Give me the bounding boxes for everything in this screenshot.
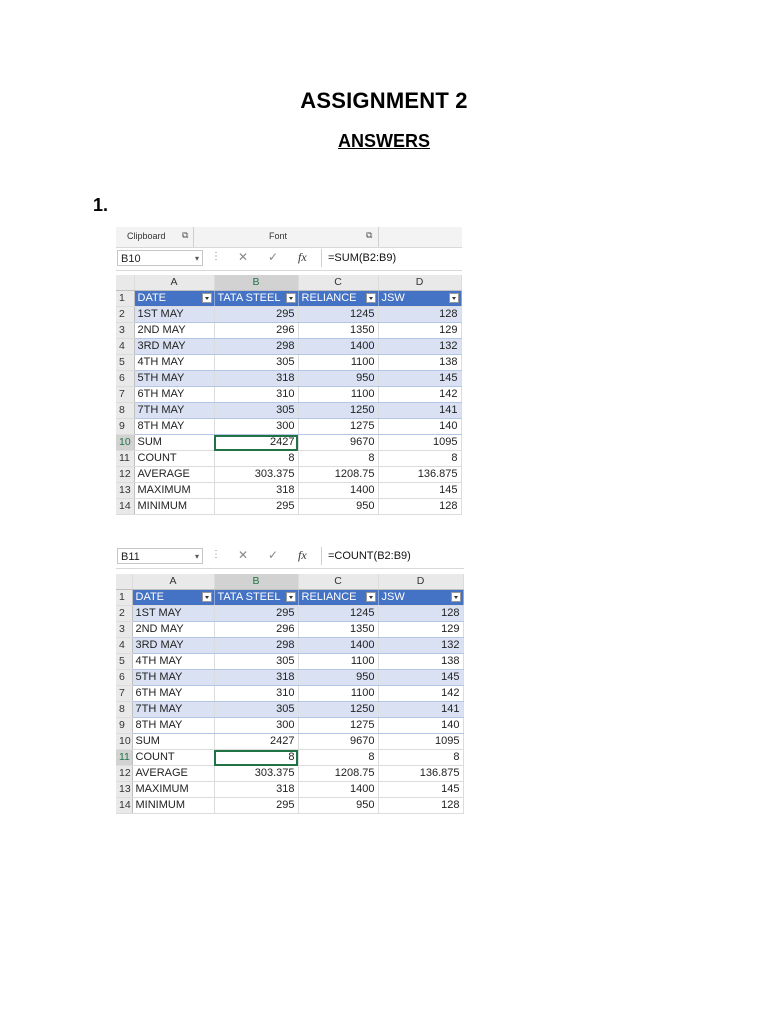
row-number[interactable]: 5 xyxy=(116,355,134,371)
header-label: TATA STEEL xyxy=(217,292,281,304)
header-cell[interactable] xyxy=(214,291,298,307)
ribbon-separator xyxy=(378,227,379,247)
cell[interactable]: 128 xyxy=(378,798,463,814)
cell[interactable]: 132 xyxy=(378,638,463,654)
cell[interactable]: 142 xyxy=(378,387,461,403)
cell[interactable]: 140 xyxy=(378,718,463,734)
table-row xyxy=(116,435,461,451)
cell[interactable]: 950 xyxy=(298,499,378,515)
row-number[interactable]: 4 xyxy=(116,638,132,654)
name-box[interactable]: B11 ▾ xyxy=(117,548,203,564)
cancel-icon[interactable]: ✕ xyxy=(238,250,249,264)
cell[interactable]: MINIMUM xyxy=(132,798,214,814)
enter-check-icon[interactable]: ✓ xyxy=(268,250,279,264)
cell[interactable]: 128 xyxy=(378,606,463,622)
cell[interactable]: 1ST MAY xyxy=(132,606,214,622)
column-header[interactable]: D xyxy=(378,574,463,590)
cell[interactable]: 6TH MAY xyxy=(132,686,214,702)
cell[interactable]: COUNT xyxy=(134,451,214,467)
row-number[interactable]: 5 xyxy=(116,654,132,670)
column-header[interactable]: B xyxy=(214,275,298,291)
cell[interactable]: 303.375 xyxy=(214,766,298,782)
cell[interactable]: 1245 xyxy=(298,307,378,323)
filter-dropdown-icon[interactable] xyxy=(449,293,459,303)
formula-input[interactable]: =SUM(B2:B9) xyxy=(321,249,396,267)
header-label: JSW xyxy=(381,292,405,304)
cell[interactable]: 9670 xyxy=(298,734,378,750)
cell[interactable]: 300 xyxy=(214,419,298,435)
table-row xyxy=(116,467,461,483)
cell[interactable]: 141 xyxy=(378,702,463,718)
cell[interactable]: 2427 xyxy=(214,435,298,451)
cell[interactable]: 305 xyxy=(214,403,298,419)
cell[interactable]: 7TH MAY xyxy=(132,702,214,718)
cell[interactable]: 1400 xyxy=(298,483,378,499)
ribbon-group-clipboard: Clipboard xyxy=(127,231,166,241)
header-label: DATE xyxy=(137,292,167,304)
table-row xyxy=(116,307,461,323)
enter-check-icon[interactable]: ✓ xyxy=(268,548,279,562)
cell[interactable]: 9670 xyxy=(298,435,378,451)
cell[interactable]: 310 xyxy=(214,387,298,403)
more-icon: ⋮ xyxy=(211,549,221,560)
table-row xyxy=(116,734,463,750)
cell[interactable]: 1275 xyxy=(298,718,378,734)
cell[interactable]: 295 xyxy=(214,499,298,515)
row-number[interactable]: 12 xyxy=(116,467,134,483)
cell[interactable]: 4TH MAY xyxy=(134,355,214,371)
ribbon-group-font: Font xyxy=(269,231,288,241)
formula-input[interactable]: =COUNT(B2:B9) xyxy=(321,547,411,565)
header-cell[interactable] xyxy=(132,590,214,606)
table-row xyxy=(116,387,461,403)
cell[interactable]: 1208.75 xyxy=(298,467,378,483)
row-number[interactable]: 3 xyxy=(116,323,134,339)
cell[interactable]: 1208.75 xyxy=(298,766,378,782)
chevron-down-icon[interactable]: ▾ xyxy=(194,254,199,263)
cell[interactable]: 305 xyxy=(214,702,298,718)
dialog-launcher-icon[interactable]: ⧉ xyxy=(366,230,373,240)
filter-dropdown-icon[interactable] xyxy=(286,293,296,303)
table-row xyxy=(116,686,463,702)
row-number[interactable]: 6 xyxy=(116,670,132,686)
row-number[interactable]: 14 xyxy=(116,798,132,814)
cell[interactable]: 1250 xyxy=(298,403,378,419)
cell[interactable]: 318 xyxy=(214,782,298,798)
table-row xyxy=(116,702,463,718)
table-row xyxy=(116,718,463,734)
table-row xyxy=(116,323,461,339)
cell[interactable]: 4TH MAY xyxy=(132,654,214,670)
column-header-row xyxy=(116,275,461,291)
row-number[interactable]: 11 xyxy=(116,451,134,467)
cell[interactable]: 136.875 xyxy=(378,467,461,483)
cell[interactable]: 1350 xyxy=(298,323,378,339)
cell[interactable]: 950 xyxy=(298,798,378,814)
cell[interactable]: 3RD MAY xyxy=(134,339,214,355)
row-number[interactable]: 4 xyxy=(116,339,134,355)
cell[interactable]: 1250 xyxy=(298,702,378,718)
ribbon-bar xyxy=(116,227,462,248)
table-row xyxy=(116,339,461,355)
cell[interactable]: MAXIMUM xyxy=(134,483,214,499)
row-number[interactable]: 8 xyxy=(116,702,132,718)
cell[interactable]: 8 xyxy=(214,451,298,467)
cell[interactable]: 295 xyxy=(214,798,298,814)
cell[interactable]: 128 xyxy=(378,499,461,515)
row-number[interactable]: 14 xyxy=(116,499,134,515)
cell[interactable]: 128 xyxy=(378,307,461,323)
more-icon: ⋮ xyxy=(211,251,221,262)
header-cell[interactable] xyxy=(214,590,298,606)
table-row xyxy=(116,766,463,782)
cell[interactable]: 1400 xyxy=(298,782,378,798)
column-header[interactable]: C xyxy=(298,275,378,291)
row-number[interactable]: 2 xyxy=(116,606,132,622)
cell[interactable]: 318 xyxy=(214,371,298,387)
cell[interactable]: 8 xyxy=(298,750,378,766)
header-label: DATE xyxy=(135,591,165,603)
filter-dropdown-icon[interactable] xyxy=(451,592,461,602)
header-cell[interactable] xyxy=(298,590,378,606)
row-number[interactable]: 8 xyxy=(116,403,134,419)
header-cell[interactable] xyxy=(298,291,378,307)
table-header-row xyxy=(116,590,463,606)
cell[interactable]: 8 xyxy=(378,750,463,766)
select-all-corner[interactable] xyxy=(116,574,132,590)
cell[interactable]: SUM xyxy=(134,435,214,451)
row-number[interactable]: 10 xyxy=(116,435,134,451)
cell[interactable]: AVERAGE xyxy=(134,467,214,483)
cell[interactable]: 6TH MAY xyxy=(134,387,214,403)
insert-function-icon[interactable]: fx xyxy=(298,548,307,562)
table-row xyxy=(116,419,461,435)
table-header-row xyxy=(116,291,461,307)
cell[interactable]: 2427 xyxy=(214,734,298,750)
ribbon-separator xyxy=(193,227,194,247)
header-label: JSW xyxy=(381,591,405,603)
spreadsheet-grid xyxy=(116,275,462,515)
table-row xyxy=(116,451,461,467)
filter-dropdown-icon[interactable] xyxy=(366,293,376,303)
cell[interactable]: 1100 xyxy=(298,654,378,670)
table-row xyxy=(116,371,461,387)
cell[interactable]: 138 xyxy=(378,355,461,371)
table-row xyxy=(116,403,461,419)
cell[interactable]: 3RD MAY xyxy=(132,638,214,654)
cell[interactable]: 132 xyxy=(378,339,461,355)
filter-dropdown-icon[interactable] xyxy=(202,592,212,602)
cell[interactable]: 2ND MAY xyxy=(134,323,214,339)
row-number[interactable]: 6 xyxy=(116,371,134,387)
table-row xyxy=(116,654,463,670)
row-number[interactable]: 1 xyxy=(116,590,132,606)
cell[interactable]: 7TH MAY xyxy=(134,403,214,419)
cell[interactable]: 305 xyxy=(214,654,298,670)
filter-dropdown-icon[interactable] xyxy=(286,592,296,602)
row-number[interactable]: 11 xyxy=(116,750,132,766)
cancel-icon[interactable]: ✕ xyxy=(238,548,249,562)
cell[interactable]: 318 xyxy=(214,483,298,499)
cell[interactable]: 129 xyxy=(378,323,461,339)
table-row xyxy=(116,670,463,686)
cell[interactable]: 303.375 xyxy=(214,467,298,483)
cell[interactable]: 145 xyxy=(378,670,463,686)
cell[interactable]: 295 xyxy=(214,606,298,622)
cell[interactable]: 5TH MAY xyxy=(132,670,214,686)
document-title: ASSIGNMENT 2 xyxy=(300,88,468,113)
cell[interactable]: 136.875 xyxy=(378,766,463,782)
name-box[interactable]: B10 ▾ xyxy=(117,250,203,266)
formula-bar xyxy=(116,248,462,271)
row-number[interactable]: 10 xyxy=(116,734,132,750)
header-label: TATA STEEL xyxy=(217,591,281,603)
formula-bar xyxy=(116,546,464,569)
table-row xyxy=(116,622,463,638)
cell[interactable]: 5TH MAY xyxy=(134,371,214,387)
cell[interactable]: 310 xyxy=(214,686,298,702)
cell[interactable]: 950 xyxy=(298,670,378,686)
table-row xyxy=(116,798,463,814)
row-number[interactable]: 1 xyxy=(116,291,134,307)
row-number[interactable]: 9 xyxy=(116,419,134,435)
cell[interactable]: COUNT xyxy=(132,750,214,766)
column-header[interactable]: A xyxy=(134,275,214,291)
row-number[interactable]: 13 xyxy=(116,483,134,499)
header-label: RELIANCE xyxy=(301,591,357,603)
column-header-row xyxy=(116,574,463,590)
document-subtitle: ANSWERS xyxy=(337,131,430,151)
cell[interactable]: 300 xyxy=(214,718,298,734)
cell[interactable]: 145 xyxy=(378,371,461,387)
cell[interactable]: 296 xyxy=(214,323,298,339)
row-number[interactable]: 7 xyxy=(116,686,132,702)
cell[interactable]: 138 xyxy=(378,654,463,670)
row-number[interactable]: 12 xyxy=(116,766,132,782)
header-cell[interactable] xyxy=(378,590,463,606)
row-number[interactable]: 2 xyxy=(116,307,134,323)
dialog-launcher-icon[interactable]: ⧉ xyxy=(182,230,189,240)
cell[interactable]: 142 xyxy=(378,686,463,702)
cell[interactable]: 2ND MAY xyxy=(132,622,214,638)
cell[interactable]: 129 xyxy=(378,622,463,638)
cell[interactable]: 298 xyxy=(214,339,298,355)
cell[interactable]: MINIMUM xyxy=(134,499,214,515)
column-header[interactable]: B xyxy=(214,574,298,590)
table-row xyxy=(116,483,461,499)
cell[interactable]: 1095 xyxy=(378,734,463,750)
cell[interactable]: AVERAGE xyxy=(132,766,214,782)
cell[interactable]: 1275 xyxy=(298,419,378,435)
header-cell[interactable] xyxy=(378,291,461,307)
table-row xyxy=(116,606,463,622)
cell[interactable]: 145 xyxy=(378,483,461,499)
cell[interactable]: 1095 xyxy=(378,435,461,451)
table-row xyxy=(116,499,461,515)
cell[interactable]: 1ST MAY xyxy=(134,307,214,323)
cell[interactable]: 8 xyxy=(214,750,298,766)
header-cell[interactable] xyxy=(134,291,214,307)
cell[interactable]: 295 xyxy=(214,307,298,323)
row-number[interactable]: 3 xyxy=(116,622,132,638)
cell[interactable]: 145 xyxy=(378,782,463,798)
column-header[interactable]: A xyxy=(132,574,214,590)
table-row xyxy=(116,750,463,766)
excel-screenshot-sum xyxy=(116,227,462,512)
cell[interactable]: 305 xyxy=(214,355,298,371)
table-row xyxy=(116,355,461,371)
table-row xyxy=(116,782,463,798)
cell[interactable]: 141 xyxy=(378,403,461,419)
row-number[interactable]: 7 xyxy=(116,387,134,403)
cell[interactable]: 1400 xyxy=(298,638,378,654)
table-row xyxy=(116,638,463,654)
filter-dropdown-icon[interactable] xyxy=(366,592,376,602)
cell[interactable]: 8TH MAY xyxy=(132,718,214,734)
row-number[interactable]: 13 xyxy=(116,782,132,798)
header-label: RELIANCE xyxy=(301,292,357,304)
cell[interactable]: 318 xyxy=(214,670,298,686)
cell[interactable]: 1245 xyxy=(298,606,378,622)
cell[interactable]: 1350 xyxy=(298,622,378,638)
cell[interactable]: 1100 xyxy=(298,355,378,371)
cell[interactable]: 298 xyxy=(214,638,298,654)
cell[interactable]: 1100 xyxy=(298,686,378,702)
spreadsheet-grid xyxy=(116,574,464,814)
cell[interactable]: SUM xyxy=(132,734,214,750)
cell[interactable]: 1100 xyxy=(298,387,378,403)
filter-dropdown-icon[interactable] xyxy=(202,293,212,303)
cell[interactable]: 296 xyxy=(214,622,298,638)
cell[interactable]: 950 xyxy=(298,371,378,387)
question-number: 1. xyxy=(93,195,109,215)
cell[interactable]: 8TH MAY xyxy=(134,419,214,435)
column-header[interactable]: D xyxy=(378,275,461,291)
cell[interactable]: 140 xyxy=(378,419,461,435)
cell[interactable]: MAXIMUM xyxy=(132,782,214,798)
column-header[interactable]: C xyxy=(298,574,378,590)
insert-function-icon[interactable]: fx xyxy=(298,250,307,264)
cell[interactable]: 8 xyxy=(378,451,461,467)
cell[interactable]: 8 xyxy=(298,451,378,467)
excel-screenshot-count xyxy=(116,546,464,820)
row-number[interactable]: 9 xyxy=(116,718,132,734)
chevron-down-icon[interactable]: ▾ xyxy=(194,552,199,561)
select-all-corner[interactable] xyxy=(116,275,134,291)
cell[interactable]: 1400 xyxy=(298,339,378,355)
